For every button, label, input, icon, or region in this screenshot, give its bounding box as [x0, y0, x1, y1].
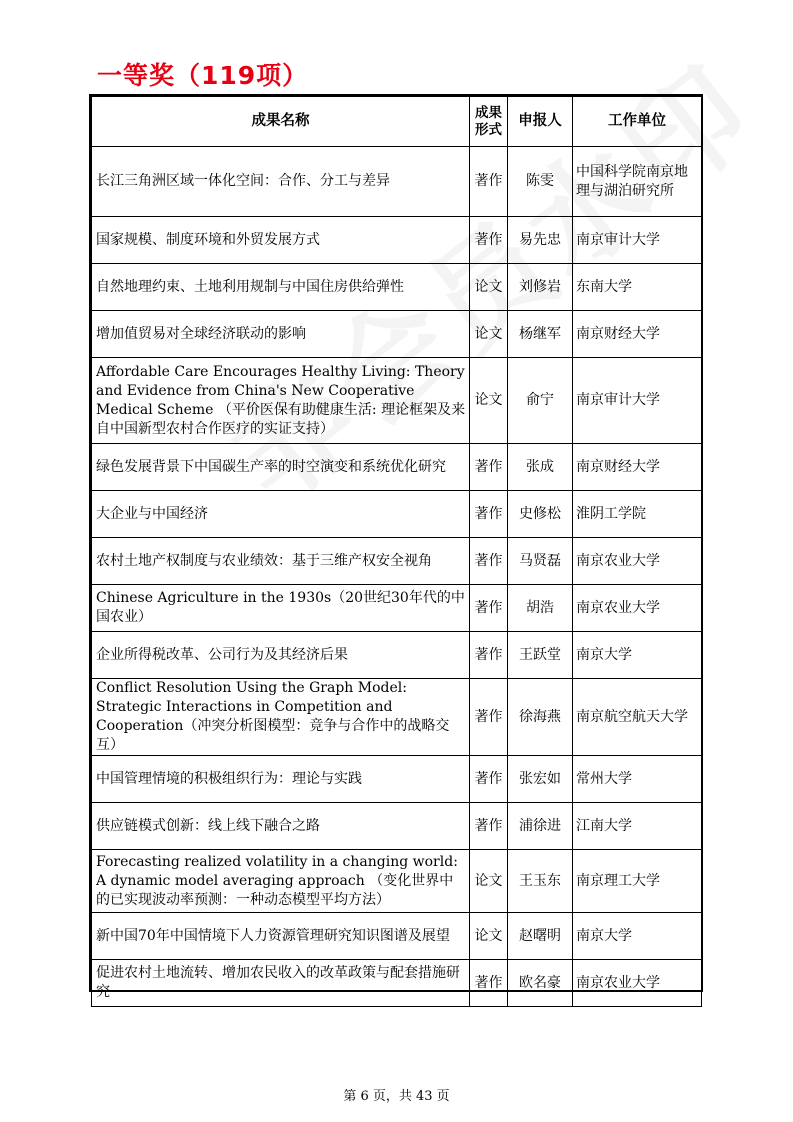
- table-row: [92, 491, 702, 538]
- cell-author: 浦徐进: [508, 803, 573, 850]
- cell-name: Conflict Resolution Using the Graph Model: Strategic Interactions in Competition and Cooperation（冲突分析图模型：竞争与合作中的战略交互）: [92, 679, 470, 756]
- cell-name: 国家规模、制度环境和外贸发展方式: [92, 217, 470, 264]
- cell-form: 著作: [470, 585, 508, 632]
- header-unit: 工作单位: [573, 97, 702, 147]
- cell-unit: 东南大学: [573, 264, 702, 311]
- cell-author: 王跃堂: [508, 632, 573, 679]
- cell-author: 胡浩: [508, 585, 573, 632]
- cell-unit: 南京农业大学: [573, 585, 702, 632]
- header-form-line1: 成果: [475, 104, 502, 121]
- table-body: [92, 147, 702, 1007]
- cell-form: 著作: [470, 217, 508, 264]
- cell-form: 著作: [470, 960, 508, 1007]
- cell-name: 供应链模式创新：线上线下融合之路: [92, 803, 470, 850]
- cell-unit: 南京农业大学: [573, 960, 702, 1007]
- header-name: 成果名称: [92, 97, 470, 147]
- cell-name: 新中国70年中国情境下人力资源管理研究知识图谱及展望: [92, 913, 470, 960]
- cell-form: 论文: [470, 850, 508, 913]
- cell-form: 论文: [470, 311, 508, 358]
- cell-author: 王玉东: [508, 850, 573, 913]
- cell-name: 农村土地产权制度与农业绩效：基于三维产权安全视角: [92, 538, 470, 585]
- cell-form: 著作: [470, 632, 508, 679]
- cell-author: 陈雯: [508, 147, 573, 217]
- cell-name: Forecasting realized volatility in a changing world: A dynamic model averaging approach （变化世界中的已实现波动率预测：一种动态模型平均方法）: [92, 850, 470, 913]
- cell-name: 长江三角洲区域一体化空间：合作、分工与差异: [92, 147, 470, 217]
- header-author: 申报人: [508, 97, 573, 147]
- table-row: [92, 756, 702, 803]
- cell-author: 史修松: [508, 491, 573, 538]
- cell-unit: 常州大学: [573, 756, 702, 803]
- cell-author: 张成: [508, 444, 573, 491]
- cell-form: 著作: [470, 803, 508, 850]
- cell-author: 刘修岩: [508, 264, 573, 311]
- cell-author: 徐海燕: [508, 679, 573, 756]
- cell-form: 著作: [470, 756, 508, 803]
- header-form: [470, 97, 508, 147]
- cell-unit: 南京财经大学: [573, 444, 702, 491]
- cell-form: 著作: [470, 147, 508, 217]
- table-row: [92, 264, 702, 311]
- cell-form: 论文: [470, 913, 508, 960]
- cell-name: 绿色发展背景下中国碳生产率的时空演变和系统优化研究: [92, 444, 470, 491]
- cell-name: Affordable Care Encourages Healthy Living: Theory and Evidence from China's New Cooperative Medical Scheme （平价医保有助健康生活: 理论框架及来自中国新型农村合作医疗的实证支持）: [92, 358, 470, 444]
- cell-name: 增加值贸易对全球经济联动的影响: [92, 311, 470, 358]
- table-row: [92, 217, 702, 264]
- table-row: [92, 311, 702, 358]
- table-row: [92, 147, 702, 217]
- table-row: [92, 960, 702, 1007]
- cell-author: 俞宁: [508, 358, 573, 444]
- cell-author: 张宏如: [508, 756, 573, 803]
- table-row: [92, 803, 702, 850]
- cell-author: 易先忠: [508, 217, 573, 264]
- table-row: [92, 538, 702, 585]
- cell-unit: 南京财经大学: [573, 311, 702, 358]
- cell-name: Chinese Agriculture in the 1930s（20世纪30年代的中国农业）: [92, 585, 470, 632]
- cell-form: 著作: [470, 679, 508, 756]
- table-header-row: [92, 97, 702, 147]
- cell-unit: 江南大学: [573, 803, 702, 850]
- cell-unit: 南京航空航天大学: [573, 679, 702, 756]
- cell-name: 自然地理约束、土地利用规制与中国住房供给弹性: [92, 264, 470, 311]
- cell-unit: 南京审计大学: [573, 358, 702, 444]
- award-table-container: [89, 94, 703, 1000]
- cell-unit: 南京理工大学: [573, 850, 702, 913]
- table-row: [92, 444, 702, 491]
- cell-name: 企业所得税改革、公司行为及其经济后果: [92, 632, 470, 679]
- cell-unit: 南京审计大学: [573, 217, 702, 264]
- cell-name: 促进农村土地流转、增加农民收入的改革政策与配套措施研究: [92, 960, 470, 1007]
- cell-name: 中国管理情境的积极组织行为：理论与实践: [92, 756, 470, 803]
- table-row: [92, 850, 702, 913]
- cell-form: 论文: [470, 358, 508, 444]
- table-row: [92, 358, 702, 444]
- cell-unit: 淮阴工学院: [573, 491, 702, 538]
- cell-unit: 中国科学院南京地理与湖泊研究所: [573, 147, 702, 217]
- cell-name: 大企业与中国经济: [92, 491, 470, 538]
- cell-author: 马贤磊: [508, 538, 573, 585]
- cell-unit: 南京大学: [573, 913, 702, 960]
- award-table: [91, 96, 702, 1007]
- page-footer: 第 6 页，共 43 页: [343, 1089, 450, 1104]
- table-row: [92, 679, 702, 756]
- cell-form: 论文: [470, 264, 508, 311]
- cell-form: 著作: [470, 491, 508, 538]
- cell-unit: 南京农业大学: [573, 538, 702, 585]
- cell-unit: 南京大学: [573, 632, 702, 679]
- cell-form: 著作: [470, 444, 508, 491]
- table-row: [92, 632, 702, 679]
- table-row: [92, 913, 702, 960]
- header-form-line2: 形式: [475, 121, 502, 138]
- cell-author: 杨继军: [508, 311, 573, 358]
- cell-author: 欧名豪: [508, 960, 573, 1007]
- table-row: [92, 585, 702, 632]
- cell-form: 著作: [470, 538, 508, 585]
- section-title: 一等奖（119项）: [97, 61, 309, 90]
- cell-author: 赵曙明: [508, 913, 573, 960]
